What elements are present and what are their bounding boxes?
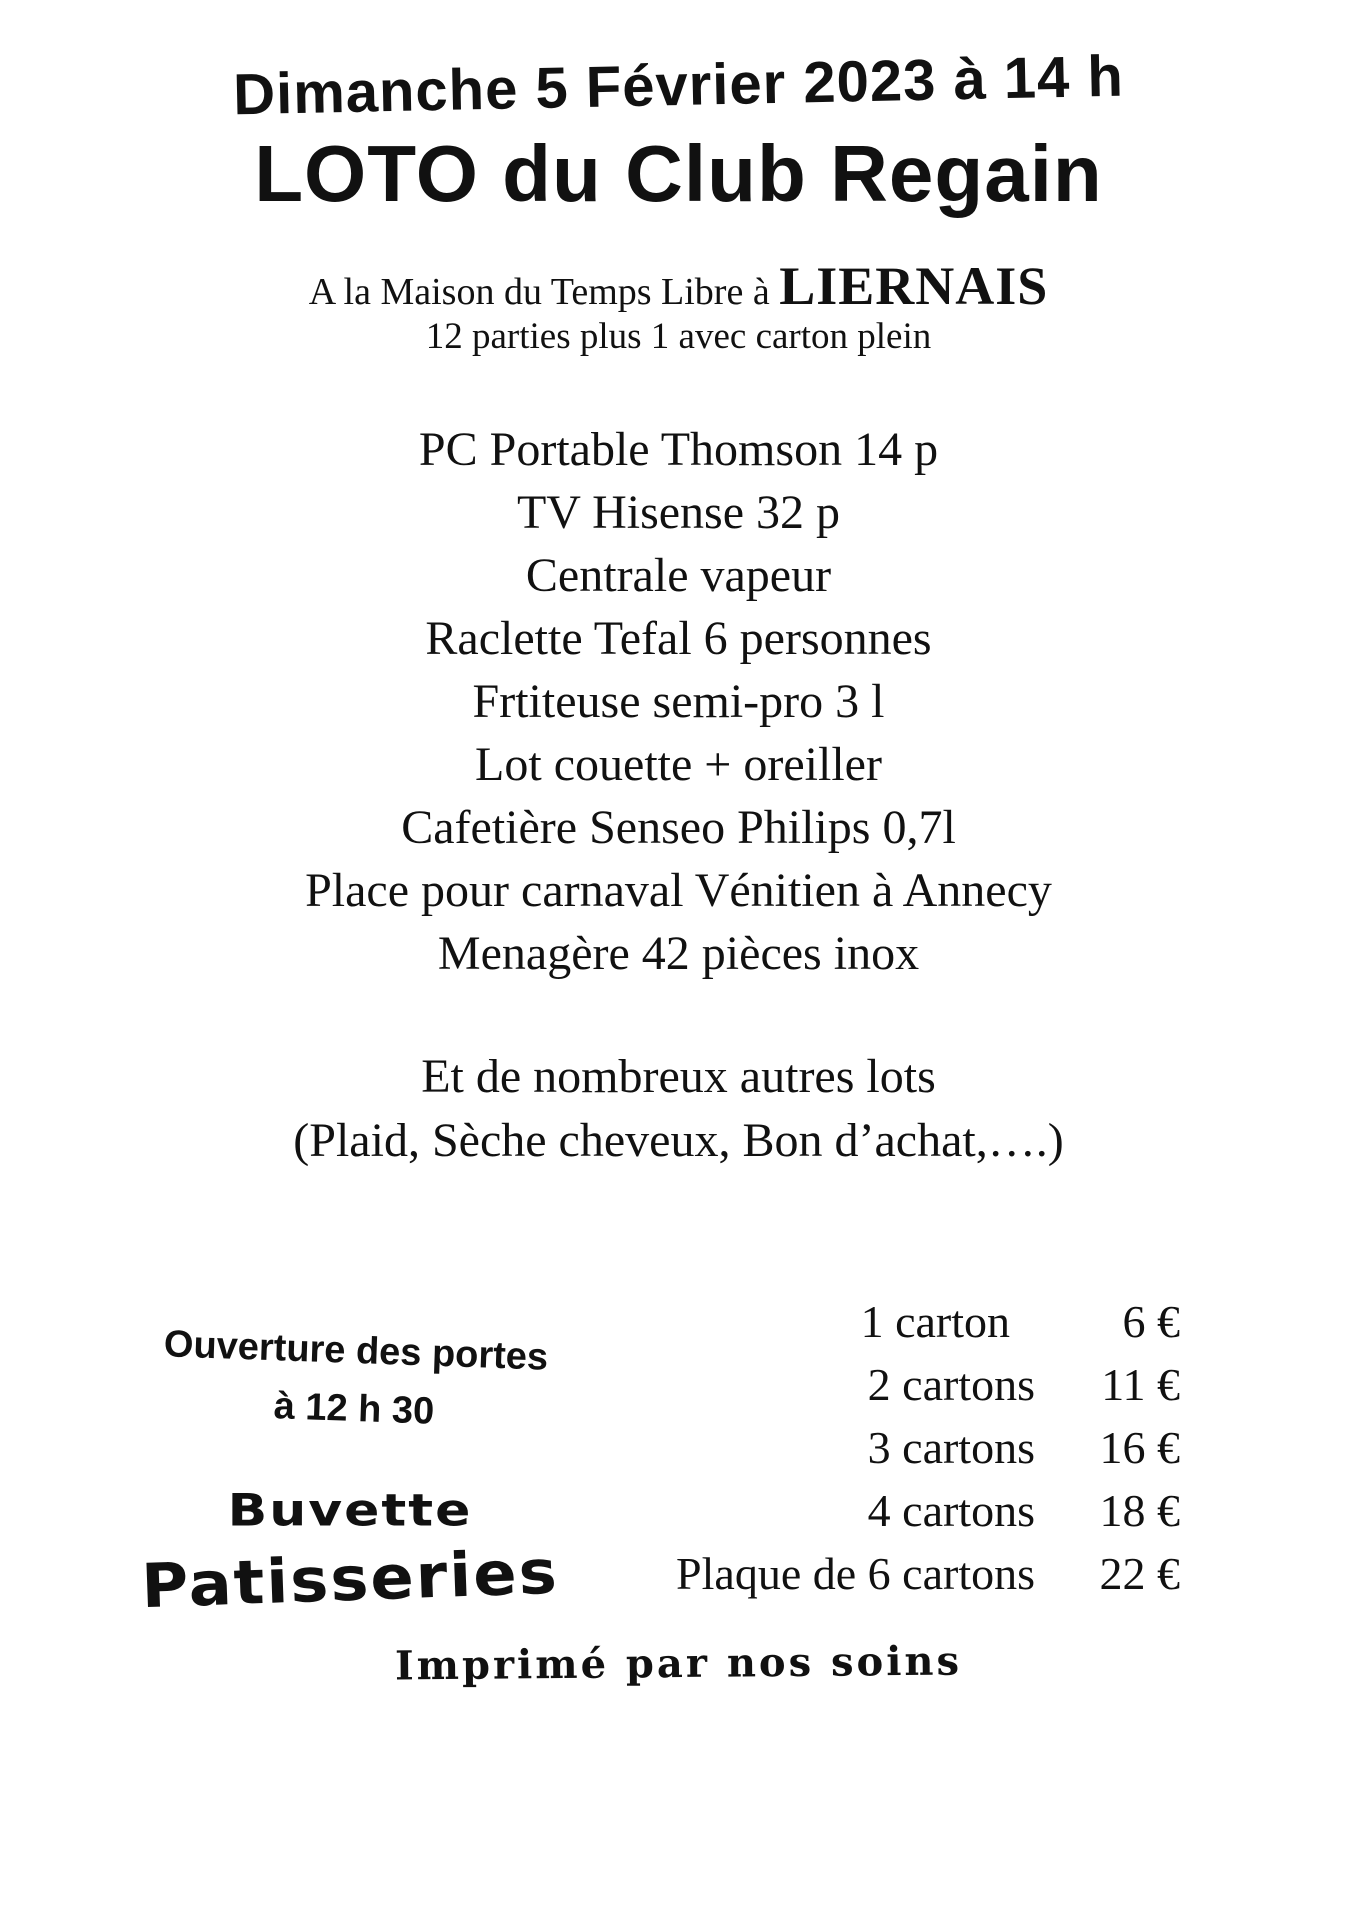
prize-item: Cafetière Senseo Philips 0,7l	[401, 801, 956, 854]
games-info: 12 parties plus 1 avec carton plein	[425, 316, 932, 357]
other-lots	[0, 1045, 1357, 1173]
price-label: 4 cartons	[867, 1485, 1035, 1536]
price-value: 18 €	[1099, 1485, 1180, 1536]
doors-opening-time: à 12 h 30	[273, 1385, 435, 1433]
prize-item: Menagère 42 pièces inox	[437, 927, 920, 980]
patisseries-label: Patisseries	[140, 1537, 560, 1623]
price-value: 22 €	[1099, 1548, 1180, 1599]
doors-opening-label: Ouverture des portes	[163, 1323, 549, 1379]
refreshments	[100, 1480, 600, 1623]
price-row	[640, 1542, 1180, 1605]
price-label: 1 carton	[860, 1296, 1010, 1347]
price-label: Plaque de 6 cartons	[676, 1548, 1035, 1599]
prize-item: Frtiteuse semi-pro 3 l	[472, 675, 885, 728]
doors-opening	[73, 1312, 637, 1447]
printed-by-note: Imprimé par nos soins	[394, 1637, 963, 1690]
other-lots-examples: (Plaid, Sèche cheveux, Bon d’achat,….)	[293, 1114, 1064, 1167]
price-row	[640, 1353, 1180, 1416]
venue-line	[0, 255, 1357, 317]
price-row	[640, 1290, 1180, 1353]
price-label: 3 cartons	[867, 1422, 1035, 1473]
price-label: 2 cartons	[867, 1359, 1035, 1410]
price-value: 11 €	[1101, 1359, 1180, 1410]
venue-town: LIERNAIS	[779, 256, 1049, 316]
prize-item: Centrale vapeur	[525, 549, 832, 602]
price-list	[640, 1290, 1180, 1605]
prize-item: TV Hisense 32 p	[516, 486, 841, 539]
prize-item: Lot couette + oreiller	[475, 738, 882, 791]
event-date: Dimanche 5 Février 2023 à 14 h	[232, 43, 1125, 128]
price-value: 16 €	[1099, 1422, 1180, 1473]
prize-item: PC Portable Thomson 14 p	[418, 423, 939, 476]
prize-list	[0, 418, 1357, 985]
prize-item: Raclette Tefal 6 personnes	[425, 612, 932, 665]
price-row	[640, 1479, 1180, 1542]
page-title: LOTO du Club Regain	[254, 129, 1103, 218]
venue-prefix: A la Maison du Temps Libre à	[308, 271, 780, 313]
buvette-label: Buvette	[227, 1485, 473, 1537]
other-lots-line: Et de nombreux autres lots	[421, 1050, 936, 1103]
prize-item: Place pour carnaval Vénitien à Annecy	[305, 864, 1052, 917]
price-value: 6 €	[1122, 1296, 1180, 1347]
price-row	[640, 1416, 1180, 1479]
